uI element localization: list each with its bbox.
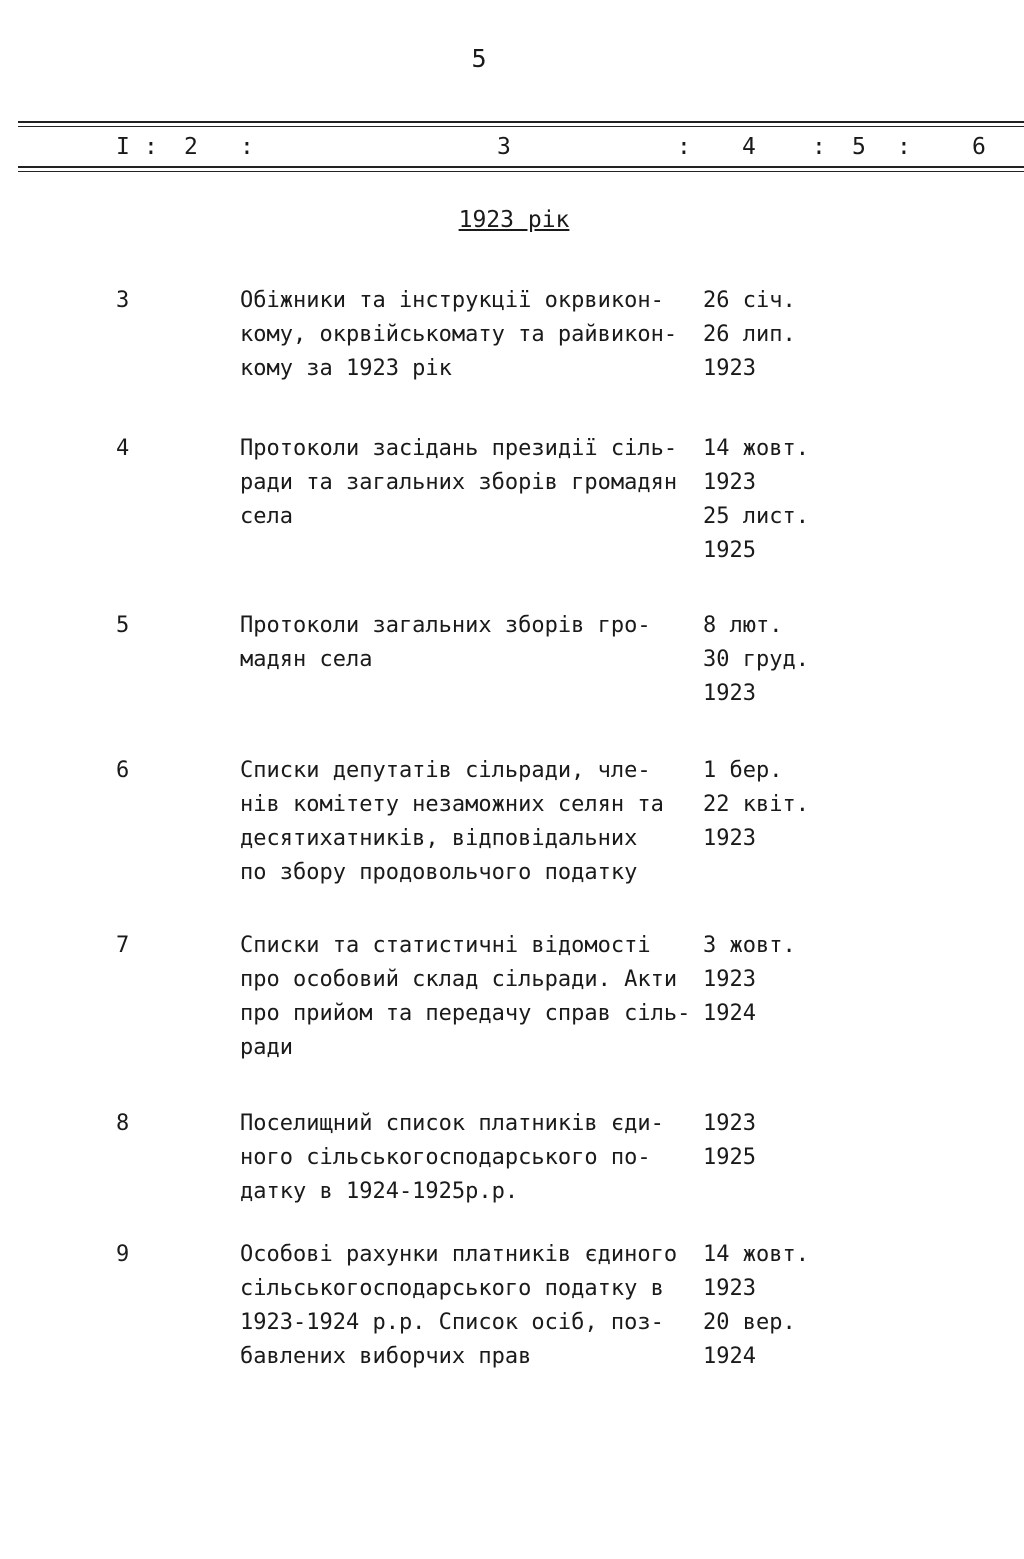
date-line: 1923 (703, 967, 756, 992)
column-separator: : (240, 134, 254, 160)
entry-dates (703, 1107, 903, 1175)
description-line: ного сільськогосподарського по- (240, 1145, 651, 1170)
date-line: 1925 (703, 538, 756, 563)
column-header-1: I (116, 134, 130, 160)
date-line: 30 груд. (703, 647, 809, 672)
entry-description (240, 929, 700, 1065)
entry-number: 3 (116, 288, 130, 313)
date-line: 1925 (703, 1145, 756, 1170)
description-line: кому за 1923 рік (240, 356, 452, 381)
description-line: Обіжники та інструкції окрвикон- (240, 288, 664, 313)
page-number: 5 (471, 44, 487, 73)
date-line: 1923 (703, 356, 756, 381)
column-header-6: 6 (972, 134, 986, 160)
description-line: десятихатників, відповідальних (240, 826, 638, 851)
description-line: Протоколи засідань президії сіль- (240, 436, 678, 461)
column-separator: : (677, 134, 691, 160)
date-line: 25 лист. (703, 504, 809, 529)
description-line: про прийом та передачу справ сіль- (240, 1001, 691, 1026)
entry-number: 5 (116, 613, 130, 638)
entry-description (240, 609, 700, 677)
date-line: 8 лют. (703, 613, 783, 638)
date-line: 26 лип. (703, 322, 796, 347)
entry-description (240, 1238, 700, 1374)
description-line: села (240, 504, 293, 529)
column-header-3: 3 (497, 134, 511, 160)
entry-number: 9 (116, 1242, 130, 1267)
header-rule-top-thin (18, 126, 1024, 127)
column-header-2: 2 (184, 134, 198, 160)
date-line: 1923 (703, 470, 756, 495)
date-line: 1923 (703, 681, 756, 706)
description-line: Протоколи загальних зборів гро- (240, 613, 651, 638)
date-line: 1924 (703, 1344, 756, 1369)
entry-description (240, 1107, 700, 1209)
description-line: ради та загальних зборів громадян (240, 470, 678, 495)
description-line: Особові рахунки платників єдиного (240, 1242, 678, 1267)
description-line: ради (240, 1035, 293, 1060)
date-line: 20 вер. (703, 1310, 796, 1335)
description-line: по збору продовольчого податку (240, 860, 638, 885)
description-line: Списки та статистичні відомості (240, 933, 651, 958)
date-line: 22 квіт. (703, 792, 809, 817)
header-rule-bottom (18, 166, 1024, 168)
column-separator: : (897, 134, 911, 160)
description-line: Поселищний список платників єди- (240, 1111, 664, 1136)
date-line: 1923 (703, 1111, 756, 1136)
entry-dates (703, 284, 903, 386)
description-line: сільськогосподарського податку в (240, 1276, 664, 1301)
entry-number: 4 (116, 436, 130, 461)
entry-dates (703, 432, 903, 568)
entry-description (240, 284, 700, 386)
description-line: мадян села (240, 647, 373, 672)
year-heading: 1923 рік (458, 207, 570, 233)
header-rule-bottom-thin (18, 171, 1024, 172)
entry-dates (703, 929, 903, 1031)
entry-number: 7 (116, 933, 130, 958)
description-line: бавлених виборчих прав (240, 1344, 532, 1369)
entry-dates (703, 1238, 903, 1374)
entry-dates (703, 609, 903, 711)
description-line: кому, окрвійськомату та райвикон- (240, 322, 678, 347)
date-line: 1924 (703, 1001, 756, 1026)
date-line: 1 бер. (703, 758, 783, 783)
column-separator: : (144, 134, 158, 160)
entry-dates (703, 754, 903, 856)
description-line: датку в 1924-1925р.р. (240, 1179, 519, 1204)
entry-number: 6 (116, 758, 130, 783)
column-header-4: 4 (742, 134, 756, 160)
date-line: 1923 (703, 1276, 756, 1301)
description-line: 1923-1924 р.р. Список осіб, поз- (240, 1310, 664, 1335)
date-line: 3 жовт. (703, 933, 796, 958)
column-header-5: 5 (852, 134, 866, 160)
entry-number: 8 (116, 1111, 130, 1136)
entry-description (240, 754, 700, 890)
description-line: про особовий склад сільради. Акти (240, 967, 678, 992)
entry-description (240, 432, 700, 534)
description-line: Списки депутатів сільради, чле- (240, 758, 651, 783)
header-rule-top (18, 121, 1024, 123)
date-line: 14 жовт. (703, 1242, 809, 1267)
date-line: 1923 (703, 826, 756, 851)
date-line: 14 жовт. (703, 436, 809, 461)
column-separator: : (812, 134, 826, 160)
description-line: нів комітету незаможних селян та (240, 792, 664, 817)
date-line: 26 січ. (703, 288, 796, 313)
